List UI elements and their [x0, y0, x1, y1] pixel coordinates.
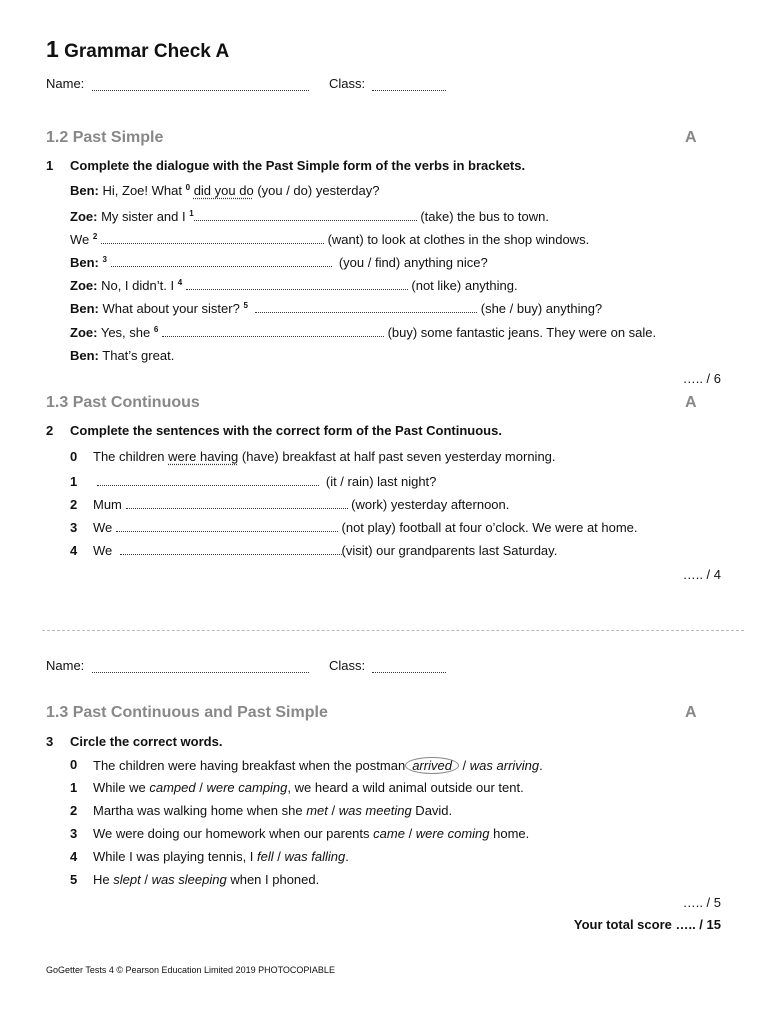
answer-blank[interactable]	[101, 233, 324, 244]
cut-line	[42, 630, 744, 631]
choice-item: While we camped / were camping, we heard a wild animal outside our tent.	[93, 780, 524, 795]
choice-option[interactable]: camped	[149, 780, 196, 795]
exercise-number: 2	[46, 423, 54, 438]
section-score: ….. / 5	[682, 895, 721, 910]
item-number: 4	[70, 543, 78, 558]
dialogue-line: Zoe: No, I didn’t. I $^4$ (not like) anything.	[70, 278, 518, 293]
footer-copyright: GoGetter Tests 4 © Pearson Education Limited 2019 PHOTOCOPIABLE	[46, 965, 335, 975]
choice-option[interactable]: were camping	[206, 780, 288, 795]
name-label: Name:	[46, 658, 85, 673]
circled-answer[interactable]: arrived	[405, 757, 459, 774]
item-number: 2	[70, 803, 78, 818]
section-title: 1.3 Past Continuous and Past Simple	[46, 704, 328, 721]
exercise-number: 3	[46, 734, 54, 749]
section-letter: A	[685, 704, 697, 721]
answer-blank[interactable]	[111, 256, 332, 267]
item-number: 2	[70, 497, 78, 512]
answer-blank[interactable]	[120, 544, 342, 555]
sentence-item: We (visit) our grandparents last Saturday.	[93, 543, 558, 558]
item-number: 5	[70, 872, 78, 887]
item-number: 3	[70, 826, 78, 841]
choice-item: He slept / was sleeping when I phoned.	[93, 872, 320, 887]
dialogue-line: Ben: That’s great.	[70, 348, 175, 363]
answer-blank[interactable]	[162, 326, 384, 337]
choice-option[interactable]: came	[373, 826, 405, 841]
example-answer: were having	[168, 449, 239, 464]
exercise-instruction: Complete the sentences with the correct form of the Past Continuous.	[70, 423, 502, 438]
choice-option[interactable]: was meeting	[338, 803, 412, 818]
name-field[interactable]	[92, 671, 309, 673]
sentence-item: (it / rain) last night?	[93, 474, 436, 489]
class-field[interactable]	[372, 89, 446, 91]
exercise-number: 1	[46, 158, 54, 173]
answer-blank[interactable]	[186, 279, 408, 290]
item-number: 1	[70, 780, 78, 795]
choice-option[interactable]: was arriving	[469, 758, 540, 773]
answer-blank[interactable]	[116, 521, 338, 532]
dialogue-line: Ben: $^3$ (you / find) anything nice?	[70, 255, 488, 270]
dialogue-line: Ben: Hi, Zoe! What $^0$ did you do (you / do) yesterday?	[70, 183, 380, 198]
choice-item: While I was playing tennis, I fell / was falling.	[93, 849, 349, 864]
sentence-item: Mum (work) yesterday afternoon.	[93, 497, 510, 512]
dialogue-line: Zoe: My sister and I $^1$ (take) the bus to town.	[70, 209, 549, 224]
exercise-instruction: Circle the correct words.	[70, 734, 223, 749]
choice-option[interactable]: was sleeping	[151, 872, 227, 887]
item-number: 3	[70, 520, 78, 535]
sentence-item: We (not play) football at four o’clock. We were at home.	[93, 520, 638, 535]
choice-option[interactable]: was falling	[284, 849, 346, 864]
item-number: 0	[70, 449, 78, 464]
name-field[interactable]	[92, 89, 309, 91]
sentence-item: The children were having (have) breakfast at half past seven yesterday morning.	[93, 449, 556, 464]
example-answer: did you do	[193, 183, 254, 198]
item-number: 0	[70, 757, 78, 772]
answer-blank[interactable]	[194, 210, 417, 221]
class-label: Class:	[329, 658, 366, 673]
class-label: Class:	[329, 76, 366, 91]
choice-option[interactable]: met	[306, 803, 328, 818]
name-label: Name:	[46, 76, 85, 91]
section-title: 1.2 Past Simple	[46, 129, 164, 146]
dialogue-line: Ben: What about your sister? $^5$ (she / buy) anything?	[70, 301, 603, 316]
choice-option[interactable]: were coming	[415, 826, 490, 841]
section-letter: A	[685, 129, 697, 146]
dialogue-line: Zoe: Yes, she $^6$ (buy) some fantastic jeans. They were on sale.	[70, 325, 657, 340]
item-number: 1	[70, 474, 78, 489]
dialogue-line: We $^2$ (want) to look at clothes in the shop windows.	[70, 232, 590, 247]
section-letter: A	[685, 394, 697, 411]
item-number: 4	[70, 849, 78, 864]
class-field[interactable]	[372, 671, 446, 673]
total-score: Your total score ….. / 15	[573, 917, 721, 932]
choice-option[interactable]: fell	[257, 849, 274, 864]
section-title: 1.3 Past Continuous	[46, 394, 200, 411]
answer-blank[interactable]	[126, 498, 348, 509]
choice-item: We were doing our homework when our parents came / were coming home.	[93, 826, 530, 841]
section-score: ….. / 6	[682, 371, 721, 386]
page-title: 1 Grammar Check A	[46, 36, 230, 62]
answer-blank[interactable]	[255, 302, 477, 313]
section-score: ….. / 4	[682, 567, 721, 582]
exercise-instruction: Complete the dialogue with the Past Simple form of the verbs in brackets.	[70, 158, 526, 173]
answer-blank[interactable]	[97, 475, 319, 486]
choice-item: The children were having breakfast when the postman arrived / was arriving.	[93, 758, 543, 773]
choice-item: Martha was walking home when she met / was meeting David.	[93, 803, 453, 818]
choice-option[interactable]: slept	[113, 872, 141, 887]
